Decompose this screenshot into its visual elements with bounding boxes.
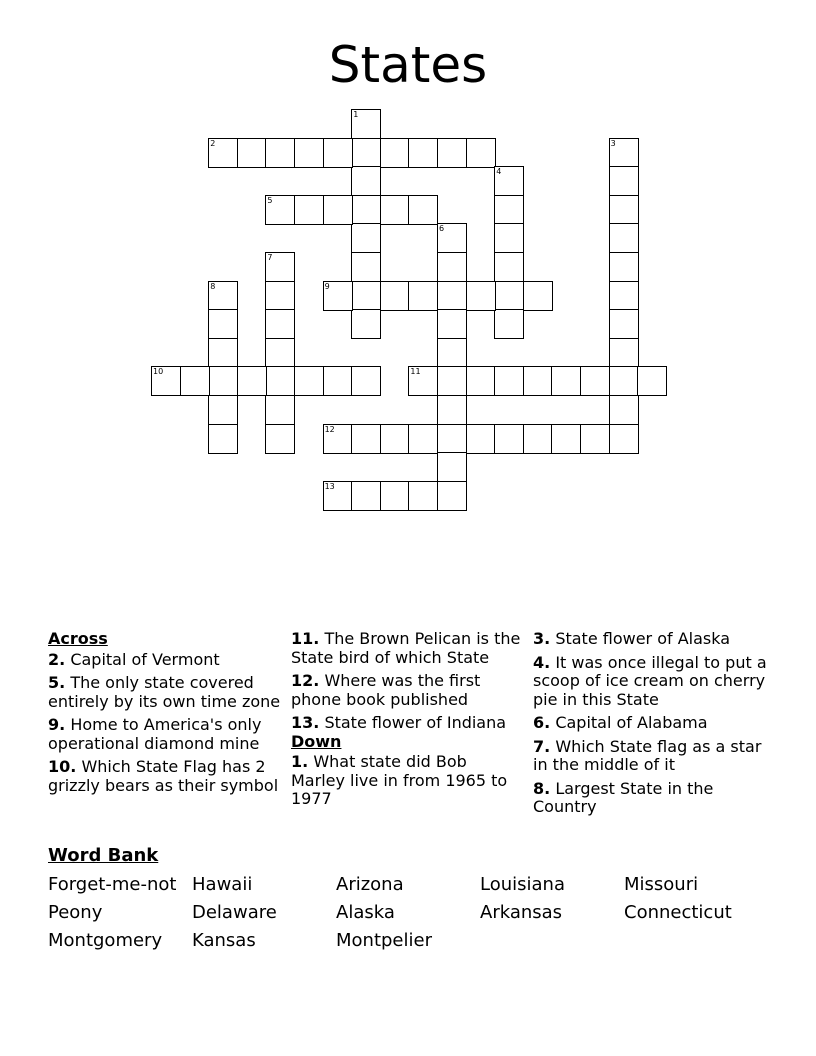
grid-cell[interactable]: [408, 366, 438, 396]
grid-cell[interactable]: [237, 138, 267, 168]
cell-number: 5: [267, 195, 273, 205]
grid-cell[interactable]: [437, 281, 467, 311]
grid-cell[interactable]: [323, 481, 353, 511]
puzzle-title: States: [328, 36, 488, 94]
grid-cell[interactable]: [437, 138, 467, 168]
cell-number: 6: [439, 224, 445, 234]
grid-cell[interactable]: [494, 166, 524, 196]
grid-cell[interactable]: [437, 452, 467, 482]
grid-cell[interactable]: [208, 366, 238, 396]
grid-cell[interactable]: [523, 281, 553, 311]
grid-cell[interactable]: [294, 366, 324, 396]
grid-cell[interactable]: [466, 138, 496, 168]
grid-cell[interactable]: [609, 366, 639, 396]
grid-cell[interactable]: [494, 252, 524, 282]
word-bank-item: Delaware: [192, 902, 277, 923]
grid-cell[interactable]: [265, 281, 295, 311]
grid-cell[interactable]: [437, 395, 467, 425]
cell-number: 2: [210, 138, 216, 148]
word-bank-item: Montpelier: [336, 930, 432, 951]
grid-cell[interactable]: [637, 366, 667, 396]
word-bank-item: Alaska: [336, 902, 395, 923]
cell-number: 12: [324, 424, 335, 434]
grid-cell[interactable]: [351, 481, 381, 511]
grid-cell[interactable]: [323, 281, 353, 311]
grid-cell[interactable]: [494, 281, 524, 311]
clue-column-3: [533, 630, 773, 822]
grid-cell[interactable]: [408, 281, 438, 311]
grid-cell[interactable]: [180, 366, 210, 396]
grid-cell[interactable]: [351, 166, 381, 196]
grid-cell[interactable]: [351, 109, 381, 139]
grid-cell[interactable]: [323, 366, 353, 396]
grid-cell[interactable]: [323, 138, 353, 168]
grid-cell[interactable]: [323, 424, 353, 454]
grid-cell[interactable]: [380, 481, 410, 511]
word-bank-item: Forget-me-not: [48, 874, 177, 895]
grid-cell[interactable]: [208, 138, 238, 168]
grid-cell[interactable]: [351, 252, 381, 282]
grid-cell[interactable]: [466, 281, 496, 311]
cell-number: 8: [210, 281, 216, 291]
grid-cell[interactable]: [208, 309, 238, 339]
grid-cell[interactable]: [466, 366, 496, 396]
grid-cell[interactable]: [294, 138, 324, 168]
grid-cell[interactable]: [437, 424, 467, 454]
grid-cell[interactable]: [580, 366, 610, 396]
grid-cell[interactable]: [380, 424, 410, 454]
word-bank-item: Peony: [48, 902, 103, 923]
grid-cell[interactable]: [380, 138, 410, 168]
grid-cell[interactable]: [351, 138, 381, 168]
word-bank-item: Connecticut: [624, 902, 732, 923]
grid-cell[interactable]: [494, 223, 524, 253]
grid-cell[interactable]: [265, 195, 295, 225]
grid-cell[interactable]: [408, 138, 438, 168]
grid-cell[interactable]: [351, 195, 381, 225]
grid-cell[interactable]: [265, 366, 295, 396]
grid-cell[interactable]: [408, 195, 438, 225]
grid-cell[interactable]: [265, 252, 295, 282]
clue-down-7: 7. Which State flag as a star in the middle of it: [533, 736, 762, 774]
grid-cell[interactable]: [208, 281, 238, 311]
grid-cell[interactable]: [437, 223, 467, 253]
grid-cell[interactable]: [609, 166, 639, 196]
grid-cell[interactable]: [408, 481, 438, 511]
grid-cell[interactable]: [208, 424, 238, 454]
clue-down-6: 6. Capital of Alabama: [533, 713, 708, 732]
grid-cell[interactable]: [494, 195, 524, 225]
grid-cell[interactable]: [523, 424, 553, 454]
clue-across-12: 12. Where was the first phone book published: [291, 671, 481, 709]
clue-down-1: 1. What state did Bob Marley live in from 1965 to 1977: [291, 752, 508, 808]
grid-cell[interactable]: [237, 366, 267, 396]
grid-cell[interactable]: [609, 281, 639, 311]
grid-cell[interactable]: [466, 424, 496, 454]
grid-cell[interactable]: [351, 223, 381, 253]
grid-cell[interactable]: [265, 138, 295, 168]
word-bank-item: Montgomery: [48, 930, 163, 951]
grid-cell[interactable]: [351, 309, 381, 339]
grid-cell[interactable]: [323, 195, 353, 225]
cell-number: 3: [610, 138, 616, 148]
cell-number: 4: [496, 167, 502, 177]
clue-across-13: 13. State flower of Indiana: [291, 713, 507, 732]
word-bank-item: Missouri: [624, 874, 699, 895]
clue-down-3: 3. State flower of Alaska: [533, 629, 731, 648]
word-bank-heading: Word Bank: [48, 845, 159, 866]
grid-cell[interactable]: [494, 424, 524, 454]
grid-cell[interactable]: [351, 281, 381, 311]
grid-cell[interactable]: [351, 424, 381, 454]
cell-number: 13: [324, 481, 335, 491]
clue-across-10: 10. Which State Flag has 2 grizzly bears as their symbol: [48, 757, 279, 795]
word-bank-item: Hawaii: [192, 874, 253, 895]
cell-number: 1: [353, 110, 359, 119]
grid-cell[interactable]: [609, 338, 639, 368]
cell-number: 7: [267, 253, 273, 262]
grid-cell[interactable]: [208, 395, 238, 425]
cell-number: 11: [410, 367, 421, 377]
clue-column-1: [48, 630, 284, 800]
grid-cell[interactable]: [494, 309, 524, 339]
clue-across-11: 11. The Brown Pelican is the State bird of which State: [291, 629, 521, 667]
grid-cell[interactable]: [151, 366, 181, 396]
grid-cell[interactable]: [609, 138, 639, 168]
word-bank-item: Arkansas: [480, 902, 563, 923]
grid-cell[interactable]: [437, 252, 467, 282]
grid-cell[interactable]: [380, 195, 410, 225]
grid-cell[interactable]: [551, 366, 581, 396]
grid-cell[interactable]: [609, 309, 639, 339]
across-heading: Across: [48, 629, 108, 648]
cell-number: 9: [324, 281, 330, 291]
word-bank-item: Arizona: [336, 874, 404, 895]
word-bank-item: Kansas: [192, 930, 256, 951]
grid-cell[interactable]: [380, 281, 410, 311]
grid-cell[interactable]: [437, 481, 467, 511]
clue-across-2: 2. Capital of Vermont: [48, 649, 220, 669]
grid-cell[interactable]: [494, 366, 524, 396]
grid-cell[interactable]: [351, 366, 381, 396]
cell-number: 10: [153, 367, 164, 377]
grid-cell[interactable]: [609, 195, 639, 225]
grid-cell[interactable]: [609, 223, 639, 253]
grid-cell[interactable]: [408, 424, 438, 454]
grid-cell[interactable]: [437, 366, 467, 396]
clue-across-5: 5. The only state covered entirely by its own time zone: [48, 673, 281, 711]
grid-cell[interactable]: [523, 366, 553, 396]
down-heading: Down: [291, 731, 342, 751]
clue-across-9: 9. Home to America's only operational diamond mine: [48, 715, 262, 753]
grid-cell[interactable]: [265, 424, 295, 454]
grid-cell[interactable]: [609, 395, 639, 425]
grid-cell[interactable]: [551, 424, 581, 454]
grid-cell[interactable]: [265, 338, 295, 368]
grid-cell[interactable]: [265, 309, 295, 339]
grid-cell[interactable]: [580, 424, 610, 454]
clue-down-8: 8. Largest State in the Country: [533, 778, 714, 816]
clue-column-2: [291, 630, 521, 814]
grid-cell[interactable]: [437, 338, 467, 368]
grid-cell[interactable]: [265, 395, 295, 425]
grid-cell[interactable]: [437, 309, 467, 339]
grid-cell[interactable]: [609, 252, 639, 282]
grid-cell[interactable]: [208, 338, 238, 368]
grid-cell[interactable]: [294, 195, 324, 225]
grid-cell[interactable]: [609, 424, 639, 454]
clue-down-4: 4. It was once illegal to put a scoop of ice cream on cherry pie in this State: [533, 652, 767, 709]
word-bank-item: Louisiana: [480, 874, 565, 895]
